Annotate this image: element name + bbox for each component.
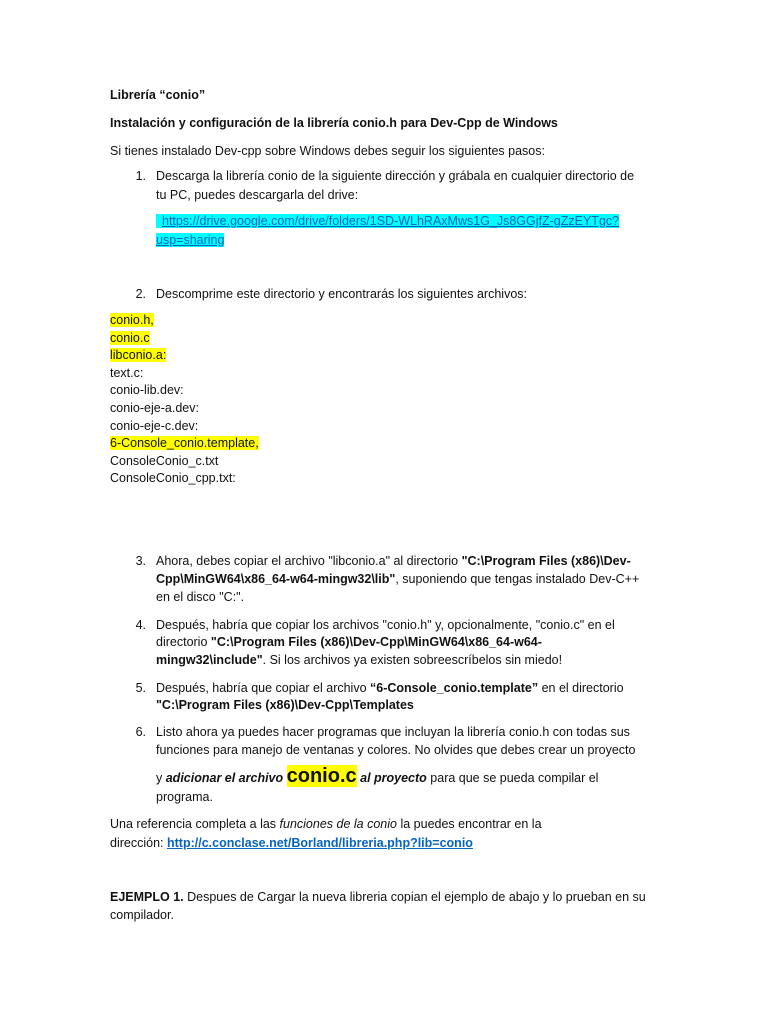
document-title: Librería “conio” (110, 88, 206, 102)
step-6-line-2: funciones para manejo de ventanas y colores. No olvides que debes crear un proyecto (156, 743, 636, 757)
file-list-item: ConsoleConio_cpp.txt: (110, 471, 236, 486)
step-6-number: 6. (135, 725, 146, 739)
step-4-line-3: mingw32\include". Si los archivos ya existen sobreescríbelos sin miedo! (156, 653, 563, 667)
step-2-text: Descomprime este directorio y encontrarás los siguientes archivos: (156, 287, 527, 301)
document-subtitle: Instalación y configuración de la librería conio.h para Dev-Cpp de Windows (110, 116, 558, 130)
conclase-link[interactable]: http://c.conclase.net/Borland/libreria.php?lib=conio (166, 836, 473, 850)
step-2-number: 2. (135, 287, 146, 301)
drive-link-line-2[interactable] (156, 231, 224, 249)
file-list-item: conio-eje-c.dev: (110, 418, 199, 433)
step-6-line-4: programa. (156, 790, 213, 804)
intro-paragraph: Si tienes instalado Dev-cpp sobre Windows debes seguir los siguientes pasos: (110, 144, 545, 158)
step-1-line-2: tu PC, puedes descargarla del drive: (156, 188, 359, 202)
drive-link-text-1[interactable]: https://drive.google.com/drive/folders/1SD-WLhRAxMws1G_Js8GGjfZ-gZzEYTgc? (162, 214, 620, 228)
step-5-line-1: Después, habría que copiar el archivo “6-Console_conio.template” en el directorio (156, 681, 624, 695)
file-list-item: libconio.a: (110, 348, 167, 363)
step-3-line-1: Ahora, debes copiar el archivo "libconio.a" al directorio "C:\Program Files (x86)\Dev- (156, 554, 631, 568)
step-6-line-1: Listo ahora ya puedes hacer programas que incluyan la librería conio.h con todas sus (156, 725, 630, 739)
step-4-line-2: directorio "C:\Program Files (x86)\Dev-Cpp\MinGW64\x86_64-w64- (156, 635, 542, 649)
file-list (110, 312, 259, 488)
step-4-number: 4. (135, 618, 146, 632)
step-6-line-3: y adicionar el archivo conio.c al proyecto para que se pueda compilar el (156, 765, 599, 787)
file-list-item: conio.c (110, 330, 150, 345)
file-list-item: conio.h, (110, 313, 154, 327)
step-5-number: 5. (135, 681, 146, 695)
drive-link-line-1[interactable] (156, 212, 619, 230)
example-line-1: EJEMPLO 1. Despues de Cargar la nueva libreria copian el ejemplo de abajo y lo prueban en su (110, 890, 646, 904)
step-3-number: 3. (135, 554, 146, 568)
conio-c-highlight: conio.c (286, 765, 357, 787)
step-1-number: 1. (135, 169, 146, 183)
file-list-item: conio-eje-a.dev: (110, 400, 199, 415)
file-list-item: conio-lib.dev: (110, 383, 184, 398)
step-3-line-3: en el disco "C:". (156, 590, 245, 604)
file-list-item: text.c: (110, 365, 144, 380)
file-list-item: ConsoleConio_c.txt (110, 453, 219, 468)
step-4-line-1: Después, habría que copiar los archivos "conio.h" y, opcionalmente, "conio.c" en el (156, 618, 615, 632)
step-5-line-2: "C:\Program Files (x86)\Dev-Cpp\Templates (156, 698, 414, 712)
drive-link-text-2[interactable]: usp=sharing (156, 233, 225, 247)
reference-line-1: Una referencia completa a las funciones de la conio la puedes encontrar en la (110, 817, 542, 831)
step-3-line-2: Cpp\MinGW64\x86_64-w64-mingw32\lib", suponiendo que tengas instalado Dev-C++ (156, 572, 640, 586)
file-list-item: 6-Console_conio.template, (110, 436, 259, 451)
step-1-line-1: Descarga la librería conio de la siguiente dirección y grábala en cualquier directorio de (156, 169, 635, 183)
example-line-2: compilador. (110, 908, 174, 922)
reference-line-2: dirección: http://c.conclase.net/Borland/libreria.php?lib=conio (110, 836, 473, 850)
